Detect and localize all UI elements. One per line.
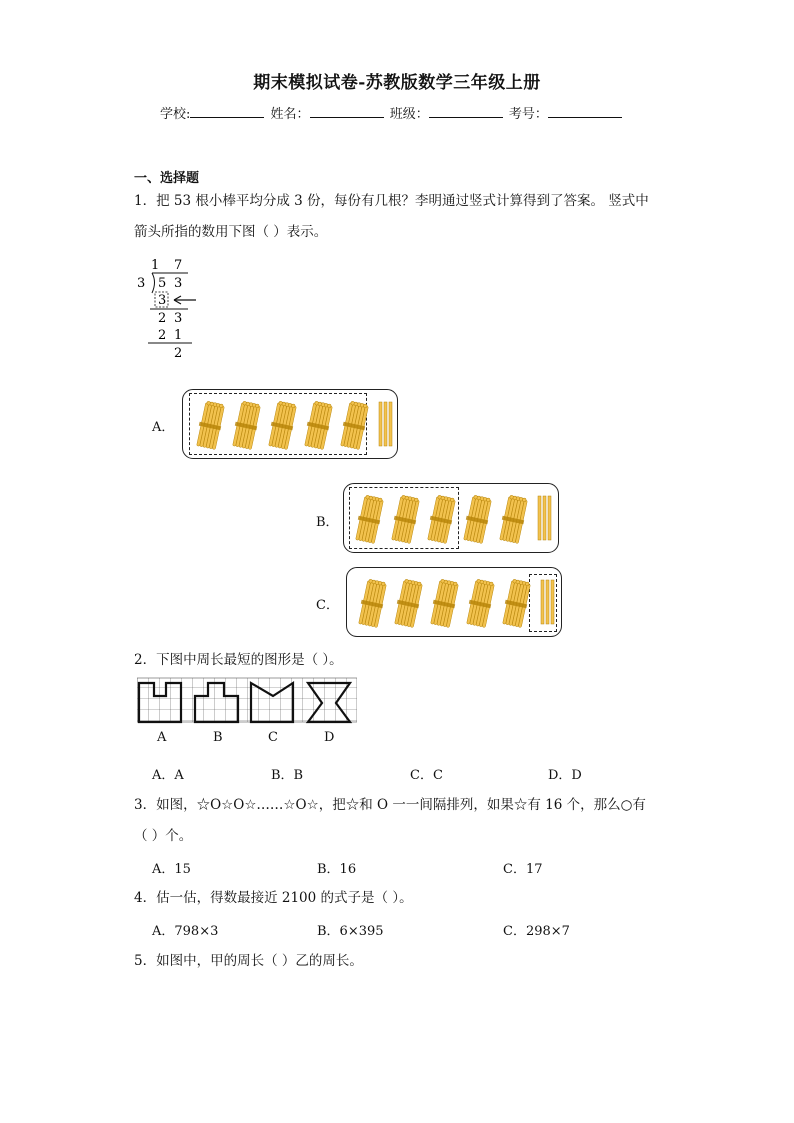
figure-label-b: B (213, 730, 223, 745)
name-label: 姓名： (270, 107, 310, 122)
loose-sticks-icon (377, 398, 396, 450)
stick-row (354, 492, 555, 544)
divisor: 3 (137, 276, 146, 291)
q5-text: 5．如图中，甲的周长（ ）乙的周长。 (134, 953, 363, 969)
stick-bundle-icon (357, 576, 387, 628)
stick-row (357, 576, 558, 628)
q4-option-b[interactable]: B．6×395 (317, 924, 384, 939)
q2-text: 2．下图中周长最短的图形是（ ）。 (134, 652, 343, 668)
school-label: 学校: (160, 107, 191, 122)
q1-text-line1: 1．把 53 根小棒平均分成 3 份，每份有几根？李明通过竖式计算得到了答案。 竖式中 (134, 193, 649, 209)
q1-option-b-label[interactable]: B． (316, 515, 339, 530)
dividend-digit: 3 (174, 276, 183, 291)
name-blank[interactable] (310, 105, 384, 118)
q1-option-c-label[interactable]: C． (316, 598, 339, 613)
q1-option-a-label[interactable]: A． (152, 420, 175, 435)
stick-bundle-icon (498, 492, 528, 544)
stick-bundle-icon (393, 576, 423, 628)
step-digit: 3 (174, 311, 183, 326)
q3-option-b[interactable]: B．16 (317, 862, 357, 877)
q2-option-d[interactable]: D．D (548, 768, 582, 783)
student-info-line (160, 103, 624, 122)
stick-bundle-icon (501, 576, 531, 628)
step-digit: 3 (158, 293, 167, 308)
stick-bundle-icon (390, 492, 420, 544)
page-title: 期末模拟试卷-苏教版数学三年级上册 (253, 73, 541, 93)
step-digit: 1 (174, 328, 183, 343)
loose-sticks-icon (536, 492, 555, 544)
q4-text: 4．估一估，得数最接近 2100 的式子是（ ）。 (134, 890, 413, 906)
number-label: 考号： (508, 107, 548, 122)
q2-option-c[interactable]: C．C (410, 768, 443, 783)
stick-bundle-icon (462, 492, 492, 544)
stick-bundle-icon (339, 398, 369, 450)
stick-bundle-icon (465, 576, 495, 628)
perimeter-grid-figure (137, 676, 357, 728)
q3-text-line2: （ ）个。 (134, 828, 193, 844)
number-blank[interactable] (548, 105, 622, 118)
class-label: 班级： (389, 107, 429, 122)
step-digit: 2 (158, 311, 167, 326)
division-bracket (152, 273, 155, 293)
stick-bundle-icon (267, 398, 297, 450)
stick-bundle-icon (231, 398, 261, 450)
remainder: 2 (174, 346, 183, 361)
quotient-digit: 1 (151, 258, 160, 273)
figure-label-d: D (324, 730, 335, 745)
stick-row (195, 398, 396, 450)
figure-label-c: C (268, 730, 278, 745)
q2-option-a[interactable]: A．A (152, 768, 184, 783)
dividend-digit: 5 (158, 276, 167, 291)
loose-sticks-icon (539, 576, 558, 628)
class-blank[interactable] (429, 105, 503, 118)
long-division-figure (130, 255, 210, 365)
stick-bundle-icon (429, 576, 459, 628)
q1-option-a-card[interactable] (182, 389, 398, 459)
q3-option-c[interactable]: C．17 (503, 862, 543, 877)
q1-text-line2: 箭头所指的数用下图（ ）表示。 (134, 224, 328, 240)
quotient-digit: 7 (174, 258, 183, 273)
q1-option-b-card[interactable] (343, 483, 559, 553)
stick-bundle-icon (195, 398, 225, 450)
q4-option-c[interactable]: C．298×7 (503, 924, 570, 939)
step-digit: 2 (158, 328, 167, 343)
q2-option-b[interactable]: B．B (271, 768, 304, 783)
q3-text-line1: 3．如图，☆O☆O☆……☆O☆，把☆和 O 一一间隔排列，如果☆有 16 个，那么○有 (134, 797, 646, 813)
section-title: 一、选择题 (134, 171, 200, 186)
grid-background (137, 678, 357, 722)
q1-option-c-card[interactable] (346, 567, 562, 637)
stick-bundle-icon (303, 398, 333, 450)
figure-label-a: A (157, 730, 167, 745)
q4-option-a[interactable]: A．798×3 (152, 924, 219, 939)
stick-bundle-icon (426, 492, 456, 544)
stick-bundle-icon (354, 492, 384, 544)
school-blank[interactable] (190, 105, 264, 118)
q3-option-a[interactable]: A．15 (152, 862, 191, 877)
